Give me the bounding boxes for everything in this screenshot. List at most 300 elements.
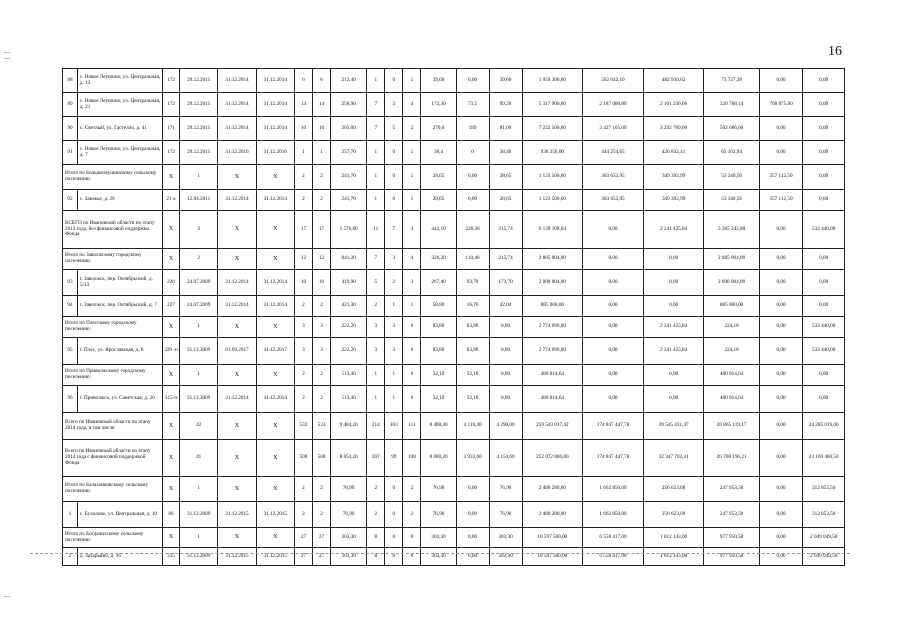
- value-cell: 0,00: [759, 413, 803, 440]
- value-cell: 32 347 702,31: [643, 440, 704, 477]
- value-cell: 8 088,20: [421, 440, 456, 477]
- value-cell: 3: [367, 317, 385, 338]
- value-cell: 480 014,64: [704, 386, 759, 413]
- value-cell: 81,00: [489, 117, 522, 141]
- value-cell: 31.12.2014: [218, 270, 256, 296]
- value-cell: X: [256, 211, 294, 249]
- value-cell: 31.12.2015: [256, 548, 294, 566]
- subtotal-label: Итого по Богданихскому сельскому поселению:: [63, 528, 163, 548]
- value-cell: 1 012 143,00: [643, 528, 704, 548]
- value-cell: 0,00: [759, 548, 803, 566]
- value-cell: 315-п: [163, 386, 180, 413]
- value-cell: 0,00: [759, 211, 803, 249]
- value-cell: 28,65: [421, 190, 456, 211]
- value-cell: 0,00: [643, 296, 704, 317]
- value-cell: 8 854,20: [331, 440, 367, 477]
- value-cell: 76,90: [489, 502, 522, 528]
- value-cell: 513,40: [331, 365, 367, 386]
- value-cell: 1 059 300,00: [522, 69, 583, 93]
- value-cell: 0,00: [759, 477, 803, 502]
- value-cell: 3: [367, 338, 385, 365]
- value-cell: 76,90: [331, 502, 367, 528]
- value-cell: 31.12.2009: [180, 386, 218, 413]
- value-cell: 27: [312, 528, 330, 548]
- value-cell: 86: [163, 502, 180, 528]
- value-cell: 0,00: [456, 528, 489, 548]
- value-cell: 2 774 090,00: [522, 317, 583, 338]
- value-cell: 1: [367, 165, 385, 190]
- value-cell: 5 317 900,00: [522, 93, 583, 117]
- value-cell: 76,90: [331, 477, 367, 502]
- value-cell: 39 545 431,47: [643, 413, 704, 440]
- value-cell: 0,00: [759, 502, 803, 528]
- value-cell: 10 597 560,00: [522, 528, 583, 548]
- subtotal-row: [63, 249, 845, 270]
- value-cell: 841,20: [331, 249, 367, 270]
- value-cell: 31.12.2015: [218, 548, 256, 566]
- value-cell: 1 662 850,00: [583, 477, 644, 502]
- value-cell: 2: [385, 270, 403, 296]
- subtotal-row: [63, 528, 845, 548]
- value-cell: 1: [367, 69, 385, 93]
- value-cell: 1: [180, 477, 218, 502]
- address-cell: с. Заюжье, д. 28: [77, 190, 162, 211]
- value-cell: 0,00: [583, 296, 644, 317]
- value-cell: 31.12.2014: [218, 117, 256, 141]
- value-cell: 31.12.2014: [218, 69, 256, 93]
- value-cell: 0,00: [759, 249, 803, 270]
- value-cell: 8: [403, 528, 421, 548]
- value-cell: 0: [385, 141, 403, 165]
- value-cell: 31.12.2014: [256, 117, 294, 141]
- address-cell: с. Новое Леушино, ул. Центральная, д. 21: [77, 93, 162, 117]
- value-cell: 349 392,99: [643, 190, 704, 211]
- value-cell: 2: [403, 477, 421, 502]
- value-cell: 303,30: [489, 528, 522, 548]
- table-row: [63, 69, 845, 93]
- value-cell: 1: [403, 69, 421, 93]
- value-cell: 2: [312, 365, 330, 386]
- row-number-cell: 91: [63, 141, 78, 165]
- value-cell: 480 014,64: [704, 365, 759, 386]
- value-cell: 83,80: [456, 317, 489, 338]
- row-number-cell: 95: [63, 338, 78, 365]
- value-cell: 4 290,00: [489, 413, 522, 440]
- value-cell: 267,40: [421, 270, 456, 296]
- value-cell: 31.12.2014: [256, 190, 294, 211]
- value-cell: 2 480 280,00: [522, 477, 583, 502]
- value-cell: 0,00: [456, 502, 489, 528]
- row-number-cell: 2: [63, 548, 78, 566]
- page-footer-divider: [30, 553, 850, 554]
- value-cell: 212,40: [331, 69, 367, 93]
- value-cell: 480 014,64: [522, 365, 583, 386]
- value-cell: 110,46: [456, 249, 489, 270]
- value-cell: 2: [294, 386, 312, 413]
- subtotal-label: Всего по Ивановской области по этапу 2014 года, в том числе:: [63, 413, 163, 440]
- value-cell: 320 788,14: [704, 93, 759, 117]
- value-cell: 8 408,40: [421, 413, 456, 440]
- value-cell: 312 853,50: [803, 477, 845, 502]
- value-cell: 1: [403, 296, 421, 317]
- value-cell: 0,00: [759, 440, 803, 477]
- address-cell: с. Новое Леушино, ул. Центральная, д. 13: [77, 69, 162, 93]
- row-number-cell: 89: [63, 93, 78, 117]
- housing-program-table: [62, 68, 845, 566]
- value-cell: 2: [294, 165, 312, 190]
- value-cell: 0,00: [489, 317, 522, 338]
- value-cell: X: [163, 365, 180, 386]
- value-cell: 1: [180, 365, 218, 386]
- value-cell: 31.12.2014: [256, 296, 294, 317]
- row-number-cell: 90: [63, 117, 78, 141]
- value-cell: 0: [385, 69, 403, 93]
- value-cell: 24.07.2009: [180, 296, 218, 317]
- value-cell: 12.04.2011: [180, 190, 218, 211]
- value-cell: 31.12.2016: [256, 141, 294, 165]
- address-cell: г. Плес, ул. Ярославская, д. 6: [77, 338, 162, 365]
- value-cell: 303,30: [331, 528, 367, 548]
- value-cell: 10: [294, 270, 312, 296]
- value-cell: X: [256, 249, 294, 270]
- value-cell: 0: [403, 317, 421, 338]
- value-cell: 2: [367, 502, 385, 528]
- value-cell: X: [256, 440, 294, 477]
- value-cell: 3 292 709,00: [643, 117, 704, 141]
- value-cell: X: [163, 165, 180, 190]
- value-cell: 32,10: [456, 365, 489, 386]
- value-cell: X: [163, 413, 180, 440]
- value-cell: 3 933,60: [456, 440, 489, 477]
- value-cell: 2 049 049,50: [803, 548, 845, 566]
- value-cell: 421,30: [331, 296, 367, 317]
- value-cell: 207: [367, 440, 385, 477]
- table-row: [63, 117, 845, 141]
- value-cell: 0,00: [583, 249, 644, 270]
- value-cell: 4 154,60: [489, 440, 522, 477]
- table-row: [63, 338, 845, 365]
- value-cell: 2 774 090,00: [522, 338, 583, 365]
- value-cell: X: [218, 317, 256, 338]
- value-cell: 14: [294, 93, 312, 117]
- value-cell: 31.12.2014: [218, 93, 256, 117]
- value-cell: 172: [163, 69, 180, 93]
- value-cell: 6 558 417,00: [583, 548, 644, 566]
- value-cell: 303,30: [331, 548, 367, 566]
- value-cell: 14: [312, 93, 330, 117]
- value-cell: 1: [385, 296, 403, 317]
- subtotal-label: Всего по Ивановской области по этапу 2014 года с финансовой поддержкой Фонда: [63, 440, 163, 477]
- value-cell: 532 440,00: [803, 338, 845, 365]
- value-cell: 65 162,94: [704, 141, 759, 165]
- value-cell: 0,00: [759, 365, 803, 386]
- value-cell: 42,04: [489, 296, 522, 317]
- value-cell: 339 -п: [163, 338, 180, 365]
- address-cell: с. Новое Леушино, ул. Центральная, д. 7: [77, 141, 162, 165]
- value-cell: 8: [403, 548, 421, 566]
- value-cell: 3: [385, 338, 403, 365]
- row-number-cell: 88: [63, 69, 78, 93]
- value-cell: 5: [385, 117, 403, 141]
- value-cell: 0: [456, 141, 489, 165]
- value-cell: X: [163, 249, 180, 270]
- value-cell: 172: [163, 141, 180, 165]
- value-cell: 241,70: [331, 190, 367, 211]
- value-cell: 58,80: [421, 296, 456, 317]
- value-cell: 73 727,28: [704, 69, 759, 93]
- value-cell: 76,90: [421, 502, 456, 528]
- value-cell: 0,00: [803, 69, 845, 93]
- table-row: [63, 386, 845, 413]
- value-cell: 99: [385, 440, 403, 477]
- value-cell: 885 000,00: [704, 296, 759, 317]
- value-cell: 419,90: [331, 270, 367, 296]
- value-cell: 0,00: [803, 93, 845, 117]
- value-cell: 28,65: [421, 165, 456, 190]
- value-cell: X: [218, 528, 256, 548]
- value-cell: 0,00: [803, 249, 845, 270]
- value-cell: 0: [385, 477, 403, 502]
- value-cell: 0,00: [456, 190, 489, 211]
- value-cell: 3: [312, 317, 330, 338]
- value-cell: X: [218, 440, 256, 477]
- value-cell: X: [256, 477, 294, 502]
- value-cell: 3: [312, 338, 330, 365]
- value-cell: 0,00: [803, 190, 845, 211]
- value-cell: 1: [180, 528, 218, 548]
- value-cell: 0,00: [489, 365, 522, 386]
- value-cell: 0,00: [456, 548, 489, 566]
- value-cell: 2 000 004,00: [522, 270, 583, 296]
- value-cell: X: [218, 165, 256, 190]
- value-cell: 7: [367, 117, 385, 141]
- value-cell: 357 112,50: [759, 190, 803, 211]
- value-cell: 31.12.2014: [218, 190, 256, 211]
- value-cell: 29.12.2011: [180, 117, 218, 141]
- address-cell: с. Бухолово, ул. Центральная, д. 10: [77, 502, 162, 528]
- value-cell: 76,90: [489, 477, 522, 502]
- value-cell: X: [163, 440, 180, 477]
- value-cell: X: [218, 365, 256, 386]
- value-cell: 28,65: [489, 165, 522, 190]
- value-cell: 977 950,50: [704, 528, 759, 548]
- value-cell: 247 953,50: [704, 477, 759, 502]
- value-cell: 2: [312, 502, 330, 528]
- value-cell: 2: [294, 502, 312, 528]
- value-cell: 31.12.2014: [218, 386, 256, 413]
- value-cell: 2 480 280,00: [522, 502, 583, 528]
- value-cell: 24.07.2009: [180, 270, 218, 296]
- value-cell: 4: [403, 93, 421, 117]
- subtotal-label: Итого по Плесскому городскому поселению:: [63, 317, 163, 338]
- subtotal-label: ВСЕГО по Ивановской области по этапу 2013 года, без финансовой поддержки Фонда: [63, 211, 163, 249]
- value-cell: 1: [367, 190, 385, 211]
- value-cell: 31.12.2017: [256, 338, 294, 365]
- value-cell: 1: [403, 190, 421, 211]
- value-cell: 172: [163, 93, 180, 117]
- value-cell: 3: [294, 317, 312, 338]
- value-cell: 482 930,62: [643, 69, 704, 93]
- row-number-cell: 94: [63, 296, 78, 317]
- value-cell: 0,00: [759, 296, 803, 317]
- value-cell: 76,90: [421, 477, 456, 502]
- value-cell: 111: [403, 413, 421, 440]
- table-row: [63, 141, 845, 165]
- value-cell: 53 340,56: [704, 190, 759, 211]
- value-cell: 502 686,00: [704, 117, 759, 141]
- value-cell: 1: [312, 141, 330, 165]
- value-cell: 3: [294, 338, 312, 365]
- value-cell: 83,80: [421, 338, 456, 365]
- value-cell: 0,00: [456, 165, 489, 190]
- value-cell: 224,16: [704, 338, 759, 365]
- value-cell: 1: [367, 365, 385, 386]
- value-cell: 0,00: [803, 386, 845, 413]
- value-cell: 0,00: [583, 317, 644, 338]
- subtotal-row: [63, 413, 845, 440]
- value-cell: 2: [312, 386, 330, 413]
- value-cell: 2 101 236,06: [643, 93, 704, 117]
- value-cell: 0,00: [803, 141, 845, 165]
- value-cell: 936 250,00: [522, 141, 583, 165]
- value-cell: 0,00: [643, 249, 704, 270]
- value-cell: 2: [294, 365, 312, 386]
- value-cell: 27: [294, 548, 312, 566]
- value-cell: 3: [385, 249, 403, 270]
- value-cell: 241,70: [331, 165, 367, 190]
- value-cell: 533: [294, 413, 312, 440]
- value-cell: 93,70: [456, 270, 489, 296]
- value-cell: 0,00: [803, 270, 845, 296]
- value-cell: 0,00: [489, 386, 522, 413]
- value-cell: 24 169 460,50: [803, 440, 845, 477]
- value-cell: 0,00: [803, 365, 845, 386]
- scan-margin-mark: [4, 52, 10, 53]
- value-cell: 173,70: [489, 270, 522, 296]
- value-cell: 270,0: [421, 117, 456, 141]
- value-cell: 1 123 500,00: [522, 165, 583, 190]
- value-cell: 222,20: [331, 338, 367, 365]
- value-cell: 9 484,20: [331, 413, 367, 440]
- value-cell: 41: [180, 440, 218, 477]
- value-cell: 31.12.2009: [180, 502, 218, 528]
- value-cell: 508: [312, 440, 330, 477]
- value-cell: 0,00: [803, 117, 845, 141]
- value-cell: X: [163, 477, 180, 502]
- value-cell: 226,36: [456, 211, 489, 249]
- value-cell: 32,10: [421, 365, 456, 386]
- value-cell: 305,00: [331, 117, 367, 141]
- subtotal-label: Итого по Приволжскому городскому поселению:: [63, 365, 163, 386]
- value-cell: 17: [312, 211, 330, 249]
- value-cell: 24 285 019,00: [803, 413, 845, 440]
- value-cell: X: [256, 413, 294, 440]
- value-cell: 8: [367, 548, 385, 566]
- value-cell: 1: [180, 165, 218, 190]
- value-cell: 12: [312, 249, 330, 270]
- value-cell: 0,00: [489, 338, 522, 365]
- value-cell: 10: [294, 117, 312, 141]
- value-cell: 53 340,56: [704, 165, 759, 190]
- value-cell: 171: [163, 117, 180, 141]
- value-cell: 2: [312, 477, 330, 502]
- value-cell: 189: [456, 117, 489, 141]
- table-row: [63, 270, 845, 296]
- value-cell: 1: [367, 386, 385, 413]
- value-cell: 4: [403, 249, 421, 270]
- value-cell: 31.12.2014: [256, 270, 294, 296]
- value-cell: 3: [403, 270, 421, 296]
- value-cell: 0,00: [759, 69, 803, 93]
- value-cell: 224,16: [704, 317, 759, 338]
- value-cell: 215,74: [489, 249, 522, 270]
- value-cell: 6: [312, 69, 330, 93]
- address-cell: д. Захарьино, д. 16: [77, 548, 162, 566]
- value-cell: 363 653,95: [583, 190, 644, 211]
- value-cell: 442,10: [421, 211, 456, 249]
- value-cell: X: [218, 477, 256, 502]
- value-cell: 303,30: [421, 528, 456, 548]
- value-cell: 1 662 850,00: [583, 502, 644, 528]
- value-cell: 01.09.2017: [218, 338, 256, 365]
- value-cell: 3 427 105,00: [583, 117, 644, 141]
- value-cell: 174 847 447,78: [583, 413, 644, 440]
- value-cell: 2 049 049,50: [803, 528, 845, 548]
- value-cell: 10 597 560,00: [522, 548, 583, 566]
- value-cell: 31.12.2014: [256, 69, 294, 93]
- value-cell: 708 875,00: [759, 93, 803, 117]
- value-cell: X: [163, 528, 180, 548]
- value-cell: 3: [385, 93, 403, 117]
- value-cell: 0,00: [643, 386, 704, 413]
- value-cell: 28,65: [489, 190, 522, 211]
- value-cell: 214: [367, 413, 385, 440]
- value-cell: 0: [385, 502, 403, 528]
- value-cell: 172,30: [421, 93, 456, 117]
- row-number-cell: 92: [63, 190, 78, 211]
- value-cell: 252 072 806,80: [522, 440, 583, 477]
- value-cell: 2 000 004,00: [704, 270, 759, 296]
- subtotal-row: [63, 211, 845, 249]
- value-cell: 7 222 500,00: [522, 117, 583, 141]
- value-cell: 2 241 425,84: [643, 211, 704, 249]
- value-cell: 2 885 004,00: [704, 249, 759, 270]
- value-cell: 39,60: [421, 69, 456, 93]
- value-cell: 2 241 425,84: [643, 338, 704, 365]
- value-cell: 103: [385, 413, 403, 440]
- value-cell: 11: [367, 211, 385, 249]
- address-cell: с. Светлый, ул. Гастелло, д. 41: [77, 117, 162, 141]
- value-cell: 7: [367, 249, 385, 270]
- value-cell: 256,90: [331, 93, 367, 117]
- value-cell: 2 885 004,00: [522, 249, 583, 270]
- value-cell: 0,00: [759, 528, 803, 548]
- value-cell: 29.12.2011: [180, 141, 218, 165]
- subtotal-row: [63, 477, 845, 502]
- value-cell: 508: [294, 440, 312, 477]
- subtotal-row: [63, 440, 845, 477]
- value-cell: 31.12.2016: [218, 141, 256, 165]
- value-cell: 226: [163, 270, 180, 296]
- value-cell: 8: [367, 528, 385, 548]
- value-cell: 83,80: [421, 317, 456, 338]
- value-cell: 0: [385, 165, 403, 190]
- value-cell: 38,40: [489, 141, 522, 165]
- value-cell: 108: [403, 440, 421, 477]
- value-cell: X: [218, 211, 256, 249]
- value-cell: 21-а: [163, 190, 180, 211]
- value-cell: 2: [180, 249, 218, 270]
